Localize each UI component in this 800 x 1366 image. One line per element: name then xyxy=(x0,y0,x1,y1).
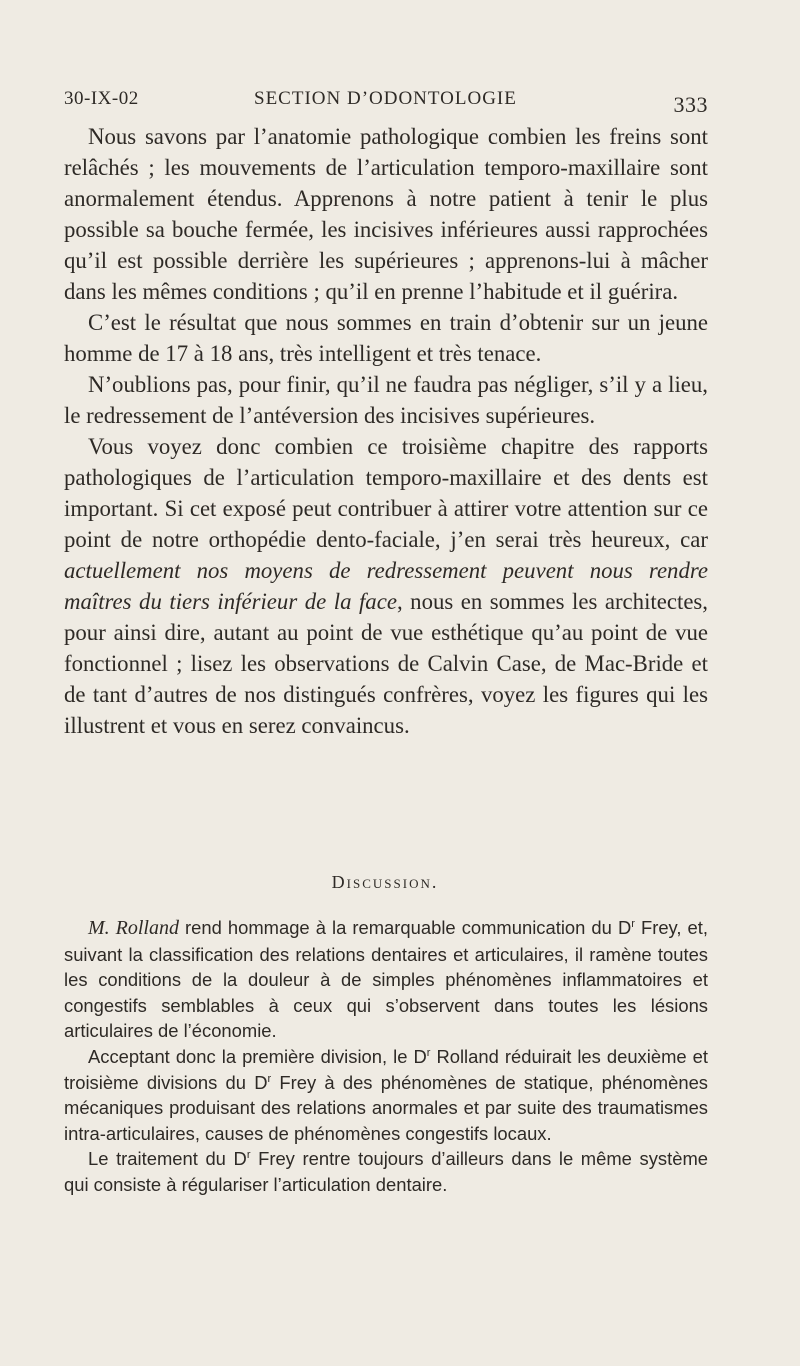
paragraph-3: N’oublions pas, pour finir, qu’il ne faudra pas négliger, s’il y a lieu, le redressement de l’antéversion des incisives supérieures. xyxy=(64,372,708,428)
main-text xyxy=(64,121,708,741)
paragraph-4-end: , nous en sommes les architectes, pour ainsi dire, autant au point de vue esthétique qu’au point de vue fonctionnel ; lisez les observations de Calvin Case, de Mac-Bride et de tant d’autres de nos distingués confrères, voyez les figures qui les illustrent et vous en serez convaincus. xyxy=(64,589,709,738)
page-number: 333 xyxy=(673,92,708,117)
paragraph-4 xyxy=(64,431,708,741)
discussion-1-text-b: Frey, et, suivant la classification des relations dentaires et articulaires, il ramène toutes les conditions de la douleur à de simples phénomènes inflammatoires et congestifs semblables à ceux qui s’observent dans toutes les lésions articulaires de l’économie. xyxy=(64,917,708,1042)
discussion-2-text-b: Rolland réduirait les deuxième et troisième divisions du D xyxy=(64,1045,708,1093)
discussion-2-text-c: Frey à des phénomènes de statique, phénomènes mécaniques produisant des relations anormales et par suite des traumatismes intra-articulaires, causes de phénomènes congestifs locaux. xyxy=(64,1071,708,1144)
discussion-3-text-b: Frey rentre toujours d’ailleurs dans le même système qui consiste à régulariser l’articulation dentaire. xyxy=(64,1148,708,1195)
superscript-r: r xyxy=(267,1072,272,1085)
superscript-r: r xyxy=(631,918,635,930)
superscript-r: r xyxy=(246,1149,251,1162)
discussion-2-text-a: Acceptant donc la première division, le D xyxy=(88,1045,427,1067)
discussion-paragraph-3 xyxy=(64,1146,708,1197)
speaker-name: M. Rolland xyxy=(88,917,179,939)
discussion-paragraph-2 xyxy=(64,1044,708,1146)
paragraph-2: C’est le résultat que nous sommes en train d’obtenir sur un jeune homme de 17 à 18 ans, très intelligent et très tenace. xyxy=(64,310,708,366)
paragraph-1: Nous savons par l’anatomie pathologique combien les freins sont relâchés ; les mouvements de l’articulation temporo-maxillaire sont anormalement étendus. Apprenons à notre patient à tenir le plus possible sa bouche fermée, les incisives inférieures aussi rapprochées qu’il est possible derrière les supérieures ; apprenons-lui à mâcher dans les mêmes conditions ; qu’il en prenne l’habitude et il guérira. xyxy=(64,124,708,304)
paragraph-4-start: Vous voyez donc combien ce troisième chapitre des rapports pathologiques de l’articulation temporo-maxillaire et des dents est important. Si cet exposé peut contribuer à attirer votre attention sur ce point de notre orthopédie dento-faciale, j’en serai très heureux, car xyxy=(64,434,708,552)
superscript-r: r xyxy=(426,1046,431,1059)
discussion-paragraph-1 xyxy=(64,915,708,1044)
header-section-title: SECTION D’ODONTOLOGIE xyxy=(254,88,517,109)
discussion-text xyxy=(64,915,708,1198)
discussion-1-text-a: rend hommage à la remarquable communication du D xyxy=(178,917,632,938)
discussion-3-text-a: Le traitement du D xyxy=(88,1148,247,1170)
header-date: 30-IX-02 xyxy=(64,88,139,109)
discussion-heading: Discussion. xyxy=(331,872,439,892)
running-header xyxy=(64,84,708,117)
paragraph-4-italic: actuellement nos moyens de redressement peuvent nous rendre maîtres du tiers inférieur de la face xyxy=(64,558,708,614)
